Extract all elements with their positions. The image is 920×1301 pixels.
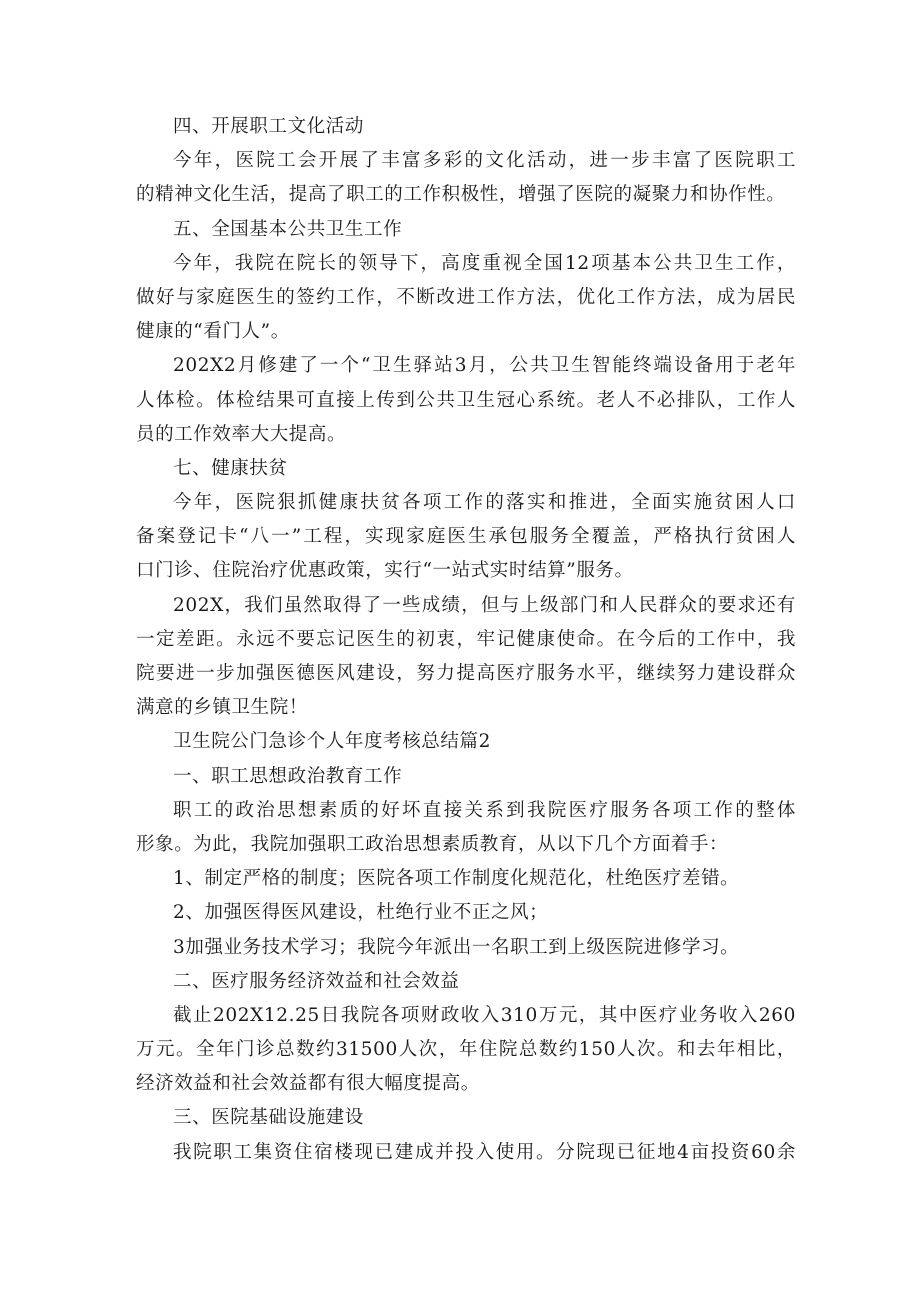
- text-line: 做好与家庭医生的签约工作，不断改进工作方法，优化工作方法，成为居民: [136, 286, 796, 308]
- text-line: 七、健康扶贫: [173, 457, 288, 479]
- document-body: [136, 110, 796, 1170]
- text-line: 形象。为此，我院加强职工政治思想素质教育，从以下几个方面着手：: [136, 833, 729, 855]
- text-line: 的精神文化生活，提高了职工的工作积极性，增强了医院的凝聚力和协作性。: [136, 184, 786, 206]
- text-line: 人体检。体检结果可直接上传到公共卫生冠心系统。老人不必排队，工作人: [136, 389, 796, 411]
- text-line: 备案登记卡“八一”工程，实现家庭医生承包服务全覆盖，严格执行贫困人: [136, 526, 796, 548]
- text-line: 3加强业务技术学习；我院今年派出一名职工到上级医院进修学习。: [173, 936, 740, 958]
- text-line: 今年，医院工会开展了丰富多彩的文化活动，进一步丰富了医院职工: [173, 150, 796, 172]
- text-line: 口门诊、住院治疗优惠政策，实行“一站式实时结算”服务。: [136, 560, 634, 582]
- text-line: 院要进一步加强医德医风建设，努力提高医疗服务水平，继续努力建设群众: [136, 663, 796, 684]
- text-line: 202X，我们虽然取得了一些成绩，但与上级部门和人民群众的要求还有: [173, 594, 796, 616]
- text-line: 万元。全年门诊总数约31500人次，年住院总数约150人次。和去年相比，: [136, 1039, 796, 1061]
- text-line: 2、加强医得医风建设，杜绝行业不正之风；: [173, 902, 549, 924]
- text-line: 卫生院公门急诊个人年度考核总结篇2: [173, 731, 491, 753]
- text-line: 一、职工思想政治教育工作: [173, 765, 403, 787]
- text-line: 经济效益和社会效益都有很大幅度提高。: [136, 1073, 480, 1095]
- text-line: 三、医院基础设施建设: [173, 1107, 365, 1129]
- text-line: 满意的乡镇卫生院！: [136, 697, 308, 719]
- text-line: 五、全国基本公共卫生工作: [173, 218, 403, 240]
- text-line: 我院职工集资住宿楼现已建成并投入使用。分院现已征地4亩投资60余: [173, 1141, 796, 1163]
- text-line: 二、医疗服务经济效益和社会效益: [173, 970, 460, 992]
- text-line: 健康的“看门人”。: [136, 321, 290, 343]
- text-line: 一定差距。永远不要忘记医生的初衷，牢记健康使命。在今后的工作中，我: [136, 628, 796, 650]
- text-line: 员的工作效率大大提高。: [136, 423, 347, 445]
- text-line: 职工的政治思想素质的好坏直接关系到我院医疗服务各项工作的整体: [173, 799, 796, 821]
- text-line: 今年，医院狠抓健康扶贫各项工作的落实和推进，全面实施贫困人口: [173, 492, 796, 514]
- text-line: 今年，我院在院长的领导下，高度重视全国12项基本公共卫生工作，: [173, 252, 796, 274]
- text-line: 202X2月修建了一个“卫生驿站3月，公共卫生智能终端设备用于老年: [173, 355, 796, 377]
- text-line: 1、制定严格的制度；医院各项工作制度化规范化，杜绝医疗差错。: [173, 868, 740, 890]
- text-line: 四、开展职工文化活动: [173, 116, 365, 137]
- text-line: 截止202X12.25日我院各项财政收入310万元，其中医疗业务收入260: [173, 1004, 796, 1026]
